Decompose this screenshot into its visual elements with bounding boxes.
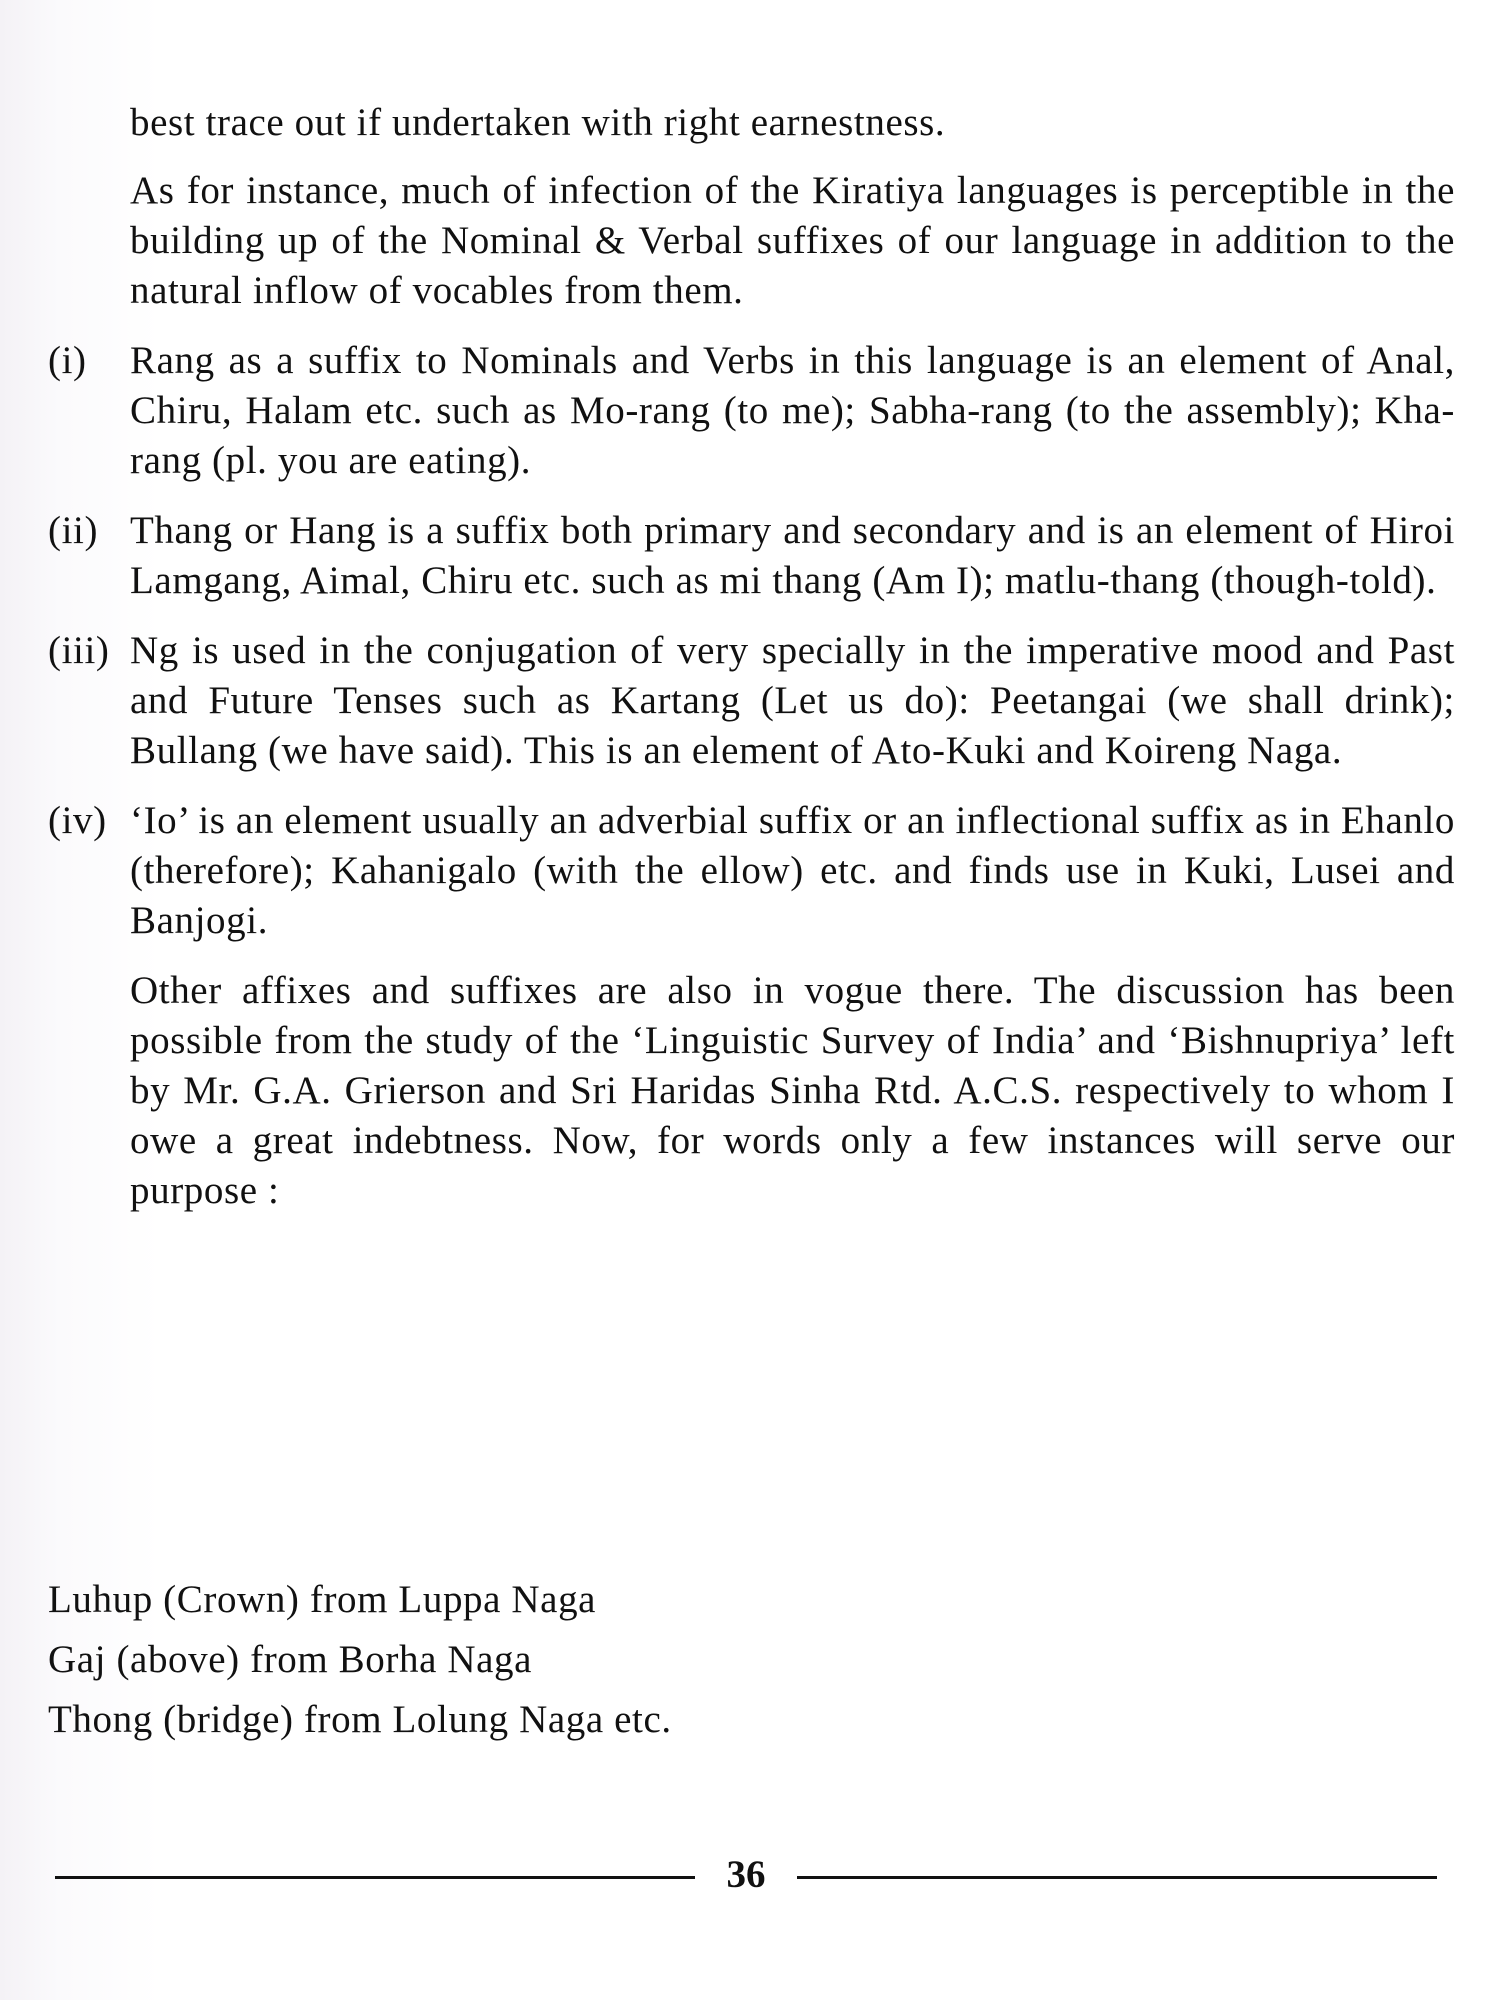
word-example: Luhup (Crown) from Luppa Naga bbox=[48, 1578, 597, 1621]
list-item-iii bbox=[48, 626, 1455, 776]
paragraph-other-affixes: Other affixes and suffixes are also in vogue there. The discussion has been possible from the study of the ‘Linguistic Survey of India’ and ‘Bishnupriya’ left by Mr. G.A. Grierson and Sri Haridas Sinha Rtd. A.C.S. respectively to whom I owe a great indebtness. Now, for words only a few instances will serve our purpose : bbox=[130, 969, 1455, 1212]
word-examples-list bbox=[48, 1570, 672, 1750]
list-item-text: Thang or Hang is a suffix both primary and secondary and is an element of Hiroi Lamgang, Aimal, Chiru etc. such as mi thang (Am I); matlu-thang (though-told). bbox=[130, 509, 1455, 602]
list-item-text: Rang as a suffix to Nominals and Verbs in this language is an element of Anal, Chiru, Halam etc. such as Mo-rang (to me); Sabha-rang (to the assembly); Kha-rang (pl. you are eating). bbox=[130, 339, 1455, 482]
list-item-number: (iii) bbox=[48, 629, 110, 672]
footer-rule-right bbox=[797, 1876, 1437, 1879]
main-text bbox=[48, 98, 1455, 1236]
list-item-number: (i) bbox=[48, 339, 87, 382]
intro-line: best trace out if undertaken with right earnestness. bbox=[130, 101, 946, 144]
word-example: Gaj (above) from Borha Naga bbox=[48, 1638, 533, 1681]
page-number: 36 bbox=[726, 1853, 766, 1896]
list-item-text: ‘Io’ is an element usually an adverbial suffix or an inflectional suffix as in Ehanlo (therefore); Kahanigalo (with the ellow) etc. and finds use in Kuki, Lusei and Banjogi. bbox=[130, 799, 1455, 942]
list-item-ii bbox=[48, 506, 1455, 606]
paragraph-kiratiya: As for instance, much of infection of the Kiratiya languages is perceptible in the building up of the Nominal & Verbal suffixes of our language in addition to the natural inflow of vocables from them. bbox=[130, 169, 1455, 312]
list-item-iv bbox=[48, 796, 1455, 946]
word-example: Thong (bridge) from Lolung Naga etc. bbox=[48, 1698, 672, 1741]
page-footer bbox=[55, 1850, 1455, 1900]
list-item-number: (ii) bbox=[48, 509, 99, 552]
list-item-text: Ng is used in the conjugation of very specially in the imperative mood and Past and Future Tenses such as Kartang (Let us do): Peetangai (we shall drink); Bullang (we have said). This is an element of Ato-Kuki and Koireng Naga. bbox=[130, 629, 1455, 772]
list-item-number: (iv) bbox=[48, 799, 107, 842]
footer-rule-left bbox=[55, 1876, 695, 1879]
list-item-i bbox=[48, 336, 1455, 486]
